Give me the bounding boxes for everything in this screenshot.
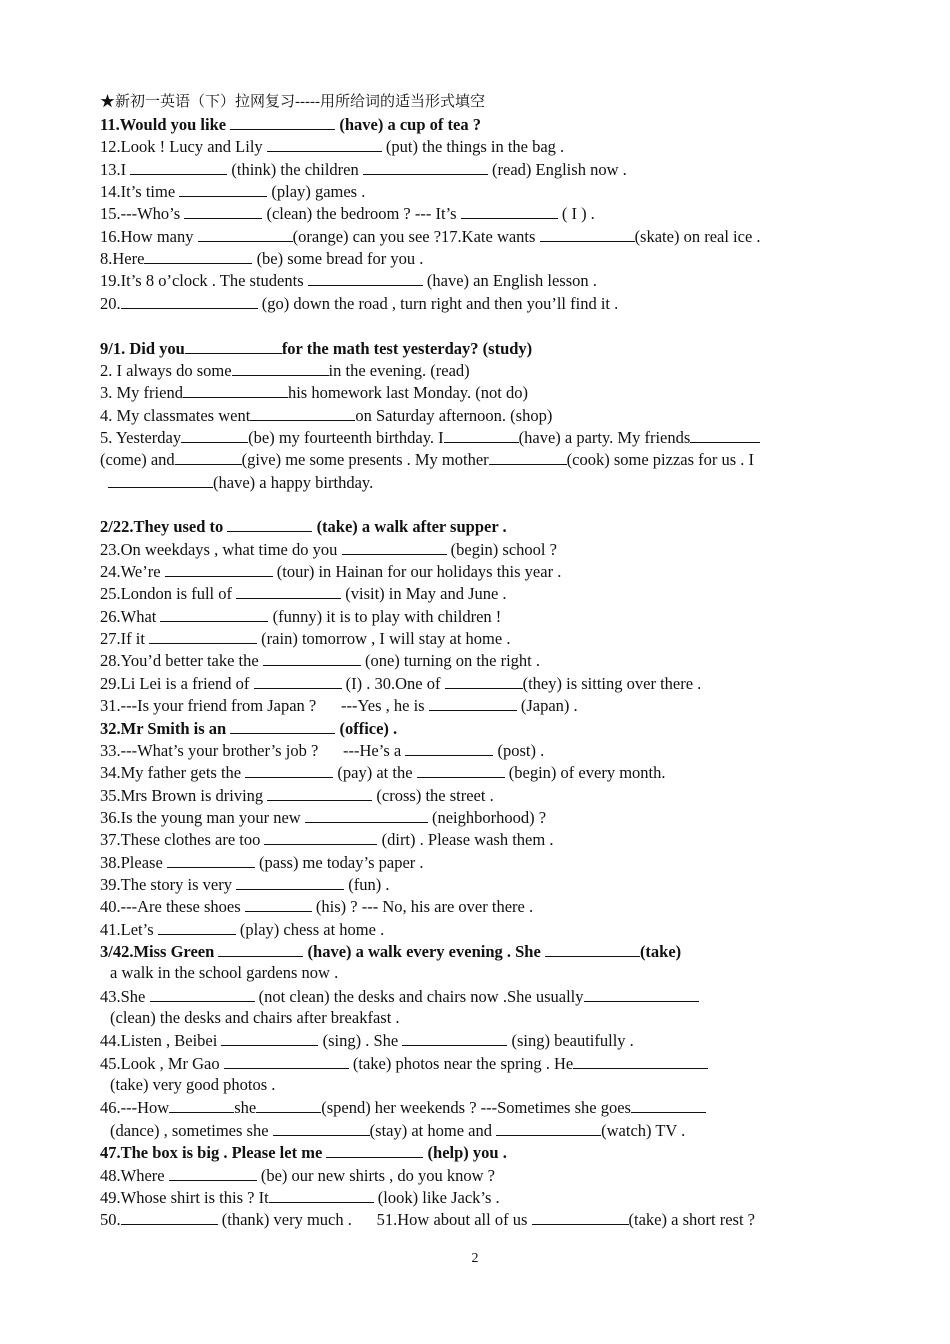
line-text: (take) a walk after supper . (312, 517, 507, 537)
exercise-line (100, 919, 384, 941)
line-text: 13.I (100, 159, 131, 179)
exercise-line (100, 1209, 755, 1231)
answer-blank[interactable] (121, 1209, 218, 1225)
line-text: (orange) can you see ?17.Kate wants (292, 226, 540, 246)
answer-blank[interactable] (445, 673, 523, 689)
answer-blank[interactable] (545, 941, 640, 957)
exercise-line (100, 1120, 685, 1142)
line-text: (pass) me today’s paper . (254, 852, 424, 872)
exercise-line (100, 829, 553, 851)
exercise-line (100, 472, 373, 494)
answer-blank[interactable] (160, 606, 268, 622)
exercise-line (100, 1142, 507, 1164)
line-text: (go) down the road , turn right and then you’ll find it . (257, 293, 619, 313)
line-text: (give) me some presents . My mother (241, 450, 489, 470)
exercise-line (100, 673, 701, 695)
exercise-line (100, 1030, 634, 1052)
line-text: in the evening. (read) (328, 360, 470, 380)
answer-blank[interactable] (540, 226, 635, 242)
exercise-line (100, 203, 595, 225)
exercise-line (100, 1008, 400, 1030)
line-text: 15.---Who’s (100, 204, 185, 224)
answer-blank[interactable] (267, 785, 372, 801)
answer-blank[interactable] (584, 986, 699, 1002)
line-text: 33.---What’s your brother’s job ? ---He’s a (100, 740, 406, 760)
line-text: 3/42.Miss Green (100, 942, 219, 961)
line-text: 11.Would you like (100, 115, 231, 134)
line-text: (have) a walk every evening . She (303, 942, 545, 961)
line-text: 41.Let’s (100, 919, 158, 939)
line-text: (cook) some pizzas for us . I (566, 450, 755, 470)
answer-blank[interactable] (305, 807, 428, 823)
exercise-line (100, 785, 494, 807)
line-text: 5. Yesterday (100, 427, 182, 447)
line-text: 37.These clothes are too (100, 830, 265, 850)
answer-blank[interactable] (224, 1053, 349, 1069)
line-text: 27.If it (100, 629, 150, 649)
answer-blank[interactable] (158, 919, 236, 935)
answer-blank[interactable] (405, 740, 493, 756)
line-text: 14.It’s time (100, 182, 180, 202)
line-text: (play) games . (267, 182, 366, 202)
line-text: (have) a party. My friends (518, 427, 691, 447)
line-text: (read) English now . (487, 159, 627, 179)
exercise-line (100, 405, 552, 427)
line-text: (I) . 30.One of (341, 673, 445, 693)
answer-blank[interactable] (631, 1097, 706, 1113)
exercise-line (100, 382, 528, 404)
line-text: (clean) the desks and chairs after breakfast . (110, 1008, 400, 1027)
line-text: 39.The story is very (100, 874, 237, 894)
line-text: (begin) school ? (446, 539, 557, 559)
line-text: (come) and (100, 450, 175, 470)
line-text: 47.The box is big . Please let me (100, 1143, 327, 1163)
exercise-line (100, 1187, 500, 1209)
answer-blank[interactable] (429, 695, 517, 711)
answer-blank[interactable] (308, 270, 423, 286)
line-text: (take) very good photos . (110, 1075, 276, 1095)
line-text: (play) chess at home . (235, 919, 385, 939)
answer-blank[interactable] (402, 1030, 507, 1046)
exercise-line (100, 427, 760, 449)
line-text: (help) you . (423, 1143, 507, 1163)
line-text: (watch) TV . (601, 1120, 686, 1140)
exercise-line (100, 360, 470, 382)
exercise-line (100, 896, 533, 918)
exercise-line (100, 807, 546, 829)
answer-blank[interactable] (326, 1142, 423, 1158)
line-text: 35.Mrs Brown is driving (100, 785, 268, 805)
line-text: on Saturday afternoon. (shop) (355, 405, 553, 425)
answer-blank[interactable] (256, 1097, 321, 1113)
line-text: 29.Li Lei is a friend of (100, 673, 254, 693)
exercise-line (100, 963, 338, 985)
answer-blank[interactable] (165, 561, 273, 577)
line-text: (spend) her weekends ? ---Sometimes she goes (321, 1098, 631, 1118)
answer-blank[interactable] (175, 449, 242, 465)
line-text: (begin) of every month. (504, 763, 666, 783)
line-text: 28.You’d better take the (100, 651, 263, 671)
exercise-line (100, 695, 578, 717)
exercise-line (100, 449, 754, 471)
exercise-line (100, 114, 481, 136)
line-text: (cross) the street . (372, 785, 494, 805)
line-text: 40.---Are these shoes (100, 897, 245, 917)
line-text: (one) turning on the right . (360, 651, 541, 671)
answer-blank[interactable] (230, 114, 335, 130)
exercise-line (100, 539, 557, 561)
line-text: for the math test yesterday? (study) (281, 338, 533, 358)
line-text: (take) photos near the spring . He (348, 1053, 574, 1073)
exercise-line (100, 561, 561, 583)
line-text: 2/22.They used to (100, 517, 228, 537)
line-text: (take) a short rest ? (628, 1210, 755, 1230)
answer-blank[interactable] (230, 718, 335, 734)
answer-blank[interactable] (232, 360, 329, 376)
exercise-line (100, 1053, 708, 1075)
answer-blank[interactable] (227, 516, 312, 532)
answer-blank[interactable] (108, 472, 213, 488)
answer-blank[interactable] (254, 673, 342, 689)
line-text: (tour) in Hainan for our holidays this year . (272, 562, 562, 581)
worksheet-title: ★新初一英语（下）拉网复习-----用所给词的适当形式填空 (100, 94, 485, 110)
answer-blank[interactable] (417, 762, 505, 778)
line-text: 16.How many (100, 226, 198, 246)
line-text: 12.Look ! Lucy and Lily (100, 137, 267, 157)
line-text: 19.It’s 8 o’clock . The students (100, 271, 308, 291)
answer-blank[interactable] (236, 583, 341, 599)
line-text: his homework last Monday. (not do) (287, 383, 528, 403)
answer-blank[interactable] (267, 136, 382, 152)
exercise-line (100, 718, 397, 740)
line-text: (his) ? --- No, his are over there . (311, 897, 534, 917)
line-text: 34.My father gets the (100, 763, 246, 783)
line-text: (sing) . She (318, 1031, 403, 1051)
line-text: 43.She (100, 986, 150, 1006)
line-text: 20. (100, 293, 121, 313)
line-text: (have) a happy birthday. (213, 472, 374, 492)
exercise-line (100, 516, 507, 538)
line-text: (have) an English lesson . (422, 271, 597, 291)
answer-blank[interactable] (181, 427, 248, 443)
line-text: 25.London is full of (100, 584, 237, 604)
answer-blank[interactable] (221, 1030, 318, 1046)
line-text: (put) the things in the bag . (381, 137, 565, 157)
line-text: 26.What (100, 606, 161, 626)
answer-blank[interactable] (496, 1120, 601, 1136)
exercise-line (100, 1165, 495, 1187)
exercise-line (100, 583, 507, 605)
answer-blank[interactable] (342, 539, 447, 555)
line-text: (take) (639, 942, 682, 961)
line-text: 45.Look , Mr Gao (100, 1053, 224, 1073)
line-text: (sing) beautifully . (507, 1031, 634, 1051)
answer-blank[interactable] (144, 248, 252, 264)
exercise-line (100, 270, 597, 292)
exercise-line (100, 226, 761, 248)
line-text: 9/1. Did you (100, 338, 185, 358)
line-text: 36.Is the young man your new (100, 807, 305, 827)
line-text: 38.Please (100, 852, 167, 872)
answer-blank[interactable] (218, 941, 303, 957)
line-text: (thank) very much . 51.How about all of us (217, 1210, 532, 1230)
exercise-line (100, 1097, 706, 1119)
line-text: (fun) . (344, 874, 390, 894)
exercise-line (100, 650, 540, 672)
answer-blank[interactable] (245, 762, 333, 778)
exercise-line (100, 941, 681, 963)
line-text: 50. (100, 1210, 121, 1230)
exercise-line (100, 136, 564, 158)
answer-blank[interactable] (489, 449, 567, 465)
answer-blank[interactable] (269, 1187, 374, 1203)
line-text: (stay) at home and (369, 1120, 497, 1140)
line-text: (funny) it is to play with children ! (268, 606, 502, 626)
exercise-line (100, 159, 627, 181)
line-text: (not clean) the desks and chairs now .She usually (254, 986, 584, 1006)
answer-blank[interactable] (184, 203, 262, 219)
answer-blank[interactable] (532, 1209, 629, 1225)
exercise-line (100, 248, 423, 270)
answer-blank[interactable] (121, 293, 258, 309)
line-text: (be) my fourteenth birthday. I (248, 427, 444, 447)
answer-blank[interactable] (169, 1097, 234, 1113)
answer-blank[interactable] (573, 1053, 708, 1069)
answer-blank[interactable] (461, 203, 558, 219)
line-text: (visit) in May and June . (341, 584, 507, 604)
line-text: (they) is sitting over there . (522, 673, 702, 693)
line-text: (look) like Jack’s . (373, 1187, 500, 1207)
line-text: a walk in the school gardens now . (110, 963, 339, 983)
exercise-line (100, 606, 501, 628)
line-text: (post) . (493, 740, 545, 760)
answer-blank[interactable] (690, 427, 760, 443)
answer-blank[interactable] (179, 181, 267, 197)
line-text: 31.---Is your friend from Japan ? ---Yes , he is (100, 696, 429, 716)
answer-blank[interactable] (250, 405, 355, 421)
answer-blank[interactable] (150, 986, 255, 1002)
answer-blank[interactable] (264, 829, 377, 845)
line-text: (neighborhood) ? (427, 807, 547, 827)
exercise-line (100, 338, 532, 360)
line-text: 8.Here (100, 249, 145, 269)
answer-blank[interactable] (183, 382, 288, 398)
line-text: (skate) on real ice . (634, 226, 761, 246)
answer-blank[interactable] (185, 338, 282, 354)
line-text: (Japan) . (516, 696, 578, 716)
line-text: 4. My classmates went (100, 405, 251, 425)
line-text: (be) some bread for you . (252, 249, 424, 269)
line-text: 49.Whose shirt is this ? It (100, 1187, 269, 1207)
answer-blank[interactable] (130, 159, 227, 175)
line-text: (have) a cup of tea ? (335, 115, 481, 134)
answer-blank[interactable] (363, 159, 488, 175)
line-text: (office) . (335, 718, 398, 738)
answer-blank[interactable] (444, 427, 519, 443)
exercise-line (100, 1075, 275, 1097)
exercise-line (100, 293, 618, 315)
line-text: (think) the children (227, 159, 363, 179)
answer-blank[interactable] (273, 1120, 370, 1136)
line-text: (rain) tomorrow , I will stay at home . (257, 629, 511, 649)
answer-blank[interactable] (149, 628, 257, 644)
line-text: (be) our new shirts , do you know ? (256, 1165, 496, 1185)
line-text: 2. I always do some (100, 360, 232, 380)
line-text: 46.---How (100, 1098, 170, 1118)
line-text: (clean) the bedroom ? --- It’s (262, 204, 461, 224)
exercise-line (100, 986, 699, 1008)
line-text: 32.Mr Smith is an (100, 718, 231, 738)
answer-blank[interactable] (236, 874, 344, 890)
answer-blank[interactable] (167, 852, 255, 868)
exercise-line (100, 762, 665, 784)
line-text: she (234, 1098, 257, 1118)
line-text: 3. My friend (100, 383, 183, 403)
exercise-line (100, 740, 544, 762)
exercise-line (100, 852, 424, 874)
line-text: 44.Listen , Beibei (100, 1031, 222, 1051)
line-text: 23.On weekdays , what time do you (100, 539, 342, 559)
answer-blank[interactable] (245, 896, 312, 912)
exercise-line (100, 874, 389, 896)
line-text: 48.Where (100, 1165, 169, 1185)
answer-blank[interactable] (169, 1165, 257, 1181)
page-number: 2 (471, 1251, 479, 1266)
answer-blank[interactable] (198, 226, 293, 242)
line-text: 24.We’re (100, 562, 165, 581)
line-text: (dance) , sometimes she (110, 1120, 273, 1140)
exercise-line (100, 181, 365, 203)
line-text: ( I ) . (557, 204, 595, 224)
line-text: (dirt) . Please wash them . (377, 830, 554, 850)
line-text: (pay) at the (333, 763, 417, 783)
answer-blank[interactable] (263, 650, 361, 666)
exercise-line (100, 628, 510, 650)
